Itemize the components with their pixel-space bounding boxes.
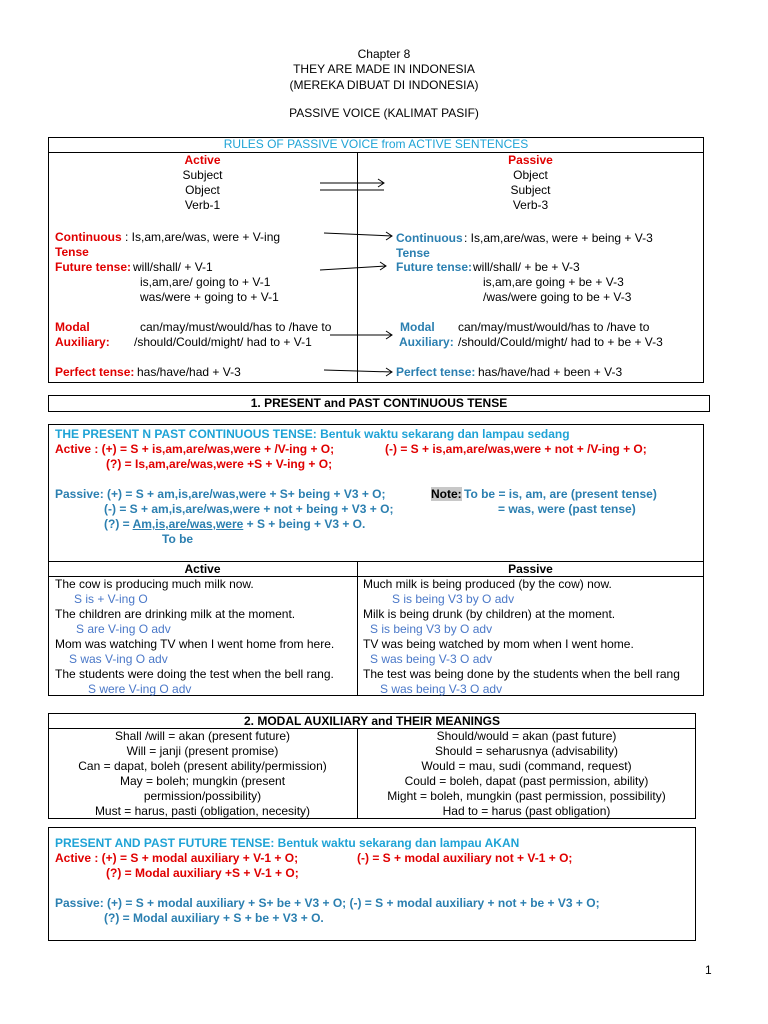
active-continuous-label: Continuous <box>55 230 122 244</box>
modal-meaning: Will = janji (present promise) <box>126 744 279 758</box>
active-perfect-rule: has/have/had + V-3 <box>137 365 241 379</box>
active-modal-label: Modal <box>55 320 90 334</box>
note-line-2: = was, were (past tense) <box>498 502 636 516</box>
table-row: Mom was watching TV when I went home from here. <box>55 637 335 651</box>
passive-modal-rule: /should/Could/might/ had to + be + V-3 <box>458 335 663 349</box>
active-auxiliary-label: Auxiliary: <box>55 335 110 349</box>
section1-passive-pos: Passive: (+) = S + am,is,are/was,were + S+ being + V3 + O; <box>55 487 386 501</box>
table-row-tags: S was being V-3 O adv <box>370 652 493 666</box>
modal-meaning: permission/possibility) <box>143 789 262 803</box>
section1-heading: 1. PRESENT and PAST CONTINUOUS TENSE <box>250 396 508 410</box>
table-row-tags: S was being V-3 O adv <box>380 682 503 696</box>
active-item: Object <box>185 183 220 197</box>
passive-item: Verb-3 <box>512 198 549 212</box>
chapter-subtitle: (MEREKA DIBUAT DI INDONESIA) <box>289 78 479 92</box>
passive-auxiliary-label: Auxiliary: <box>399 335 454 349</box>
table-row: The children are drinking milk at the moment. <box>55 607 296 621</box>
passive-modal-label: Modal <box>400 320 435 334</box>
section1-active-pos: Active : (+) = S + is,am,are/was,were + /V-ing + O; <box>55 442 335 456</box>
arrow-icon <box>320 266 386 270</box>
table-row: Much milk is being produced (by the cow) now. <box>363 577 612 591</box>
arrow-icon <box>324 370 392 372</box>
section2-heading: 2. MODAL AUXILIARY and THEIR MEANINGS <box>243 714 501 728</box>
chapter-label: Chapter 8 <box>357 47 411 61</box>
section1-passive-q <box>104 517 365 532</box>
section2-desc-title: PRESENT AND PAST FUTURE TENSE: Bentuk waktu sekarang dan lampau AKAN <box>55 836 520 850</box>
topic-title: PASSIVE VOICE (KALIMAT PASIF) <box>289 106 479 120</box>
active-future-label: Future tense: <box>55 260 132 274</box>
table-passive-header: Passive <box>508 562 553 576</box>
modal-meaning: Should/would = akan (past future) <box>436 729 617 743</box>
table-row: TV was being watched by mom when I went home. <box>363 637 634 651</box>
modal-meaning: Might = boleh, mungkin (past permission, possibility) <box>387 789 666 803</box>
section2-active-pos: Active : (+) = S + modal auxiliary + V-1 + O; <box>55 851 299 865</box>
arrow-icon <box>324 233 392 236</box>
active-item: Subject <box>182 168 223 182</box>
divider <box>357 561 358 696</box>
passive-perfect-rule: has/have/had + been + V-3 <box>478 365 623 379</box>
modal-meaning: Can = dapat, boleh (present ability/permission) <box>78 759 327 773</box>
page-number: 1 <box>705 963 712 977</box>
table-row: The test was being done by the students when the bell rang <box>363 667 680 681</box>
passive-q-prefix: (?) = <box>104 517 133 531</box>
table-row-tags: S is being V3 by O adv <box>392 592 515 606</box>
section2-passive-q: (?) = Modal auxiliary + S + be + V3 + O. <box>104 911 324 925</box>
active-future-rule: was/were + going to + V-1 <box>140 290 279 304</box>
note-line-1: To be = is, am, are (present tense) <box>464 487 657 501</box>
section1-active-neg: (-) = S + is,am,are/was,were + not + /V-ing + O; <box>385 442 647 456</box>
passive-future-rule: is,am,are going + be + V-3 <box>483 275 624 289</box>
passive-future-rule: will/shall/ + be + V-3 <box>473 260 580 274</box>
section1-desc-title: THE PRESENT N PAST CONTINUOUS TENSE: Bentuk waktu sekarang dan lampau sedang <box>55 427 570 441</box>
active-perfect-label: Perfect tense: <box>55 365 135 379</box>
passive-future-rule: /was/were going to be + V-3 <box>483 290 632 304</box>
active-future-rule: will/shall/ + V-1 <box>133 260 213 274</box>
section1-passive-neg: (-) = S + am,is,are/was,were + not + being + V3 + O; <box>104 502 394 516</box>
modal-meaning: May = boleh; mungkin (present <box>119 774 286 788</box>
table-row-tags: S were V-ing O adv <box>88 682 192 696</box>
table-row-tags: S was V-ing O adv <box>69 652 168 666</box>
table-row: The cow is producing much milk now. <box>55 577 254 591</box>
table-row-tags: S is + V-ing O <box>74 592 148 606</box>
passive-future-label: Future tense: <box>396 260 473 274</box>
active-tense-label: Tense <box>55 245 89 259</box>
to-be-label: To be <box>162 532 194 546</box>
table-row: Milk is being drunk (by children) at the moment. <box>363 607 616 621</box>
active-future-rule: is,am,are/ going to + V-1 <box>140 275 271 289</box>
arrows-svg <box>300 170 400 380</box>
modal-meaning: Could = boleh, dapat (past permission, ability) <box>404 774 649 788</box>
chapter-title: THEY ARE MADE IN INDONESIA <box>293 62 475 76</box>
passive-item: Subject <box>510 183 551 197</box>
active-item: Verb-1 <box>184 198 221 212</box>
passive-q-suffix: + S + being + V3 + O. <box>243 517 366 531</box>
modal-meaning: Must = harus, pasti (obligation, necesity) <box>94 804 311 818</box>
table-row-tags: S is being V3 by O adv <box>370 622 493 636</box>
passive-q-underlined: Am,is,are/was,were <box>132 517 244 531</box>
rules-title: RULES OF PASSIVE VOICE from ACTIVE SENTENCES <box>223 137 529 151</box>
modal-meaning: Had to = harus (past obligation) <box>442 804 611 818</box>
note-label-wrap <box>431 487 462 502</box>
note-label: Note: <box>431 487 462 501</box>
modal-meaning: Shall /will = akan (present future) <box>114 729 291 743</box>
modal-meaning: Would = mau, sudi (command, request) <box>421 759 632 773</box>
section1-active-q: (?) = Is,am,are/was,were +S + V-ing + O; <box>106 457 333 471</box>
table-row-tags: S are V-ing O adv <box>76 622 171 636</box>
passive-tense-label: Tense <box>396 246 430 260</box>
section2-active-neg: (-) = S + modal auxiliary not + V-1 + O; <box>357 851 573 865</box>
passive-continuous-label: Continuous <box>396 231 463 245</box>
modal-meaning: Should = seharusnya (advisability) <box>434 744 619 758</box>
section2-passive-pos: Passive: (+) = S + modal auxiliary + S+ be + V3 + O; (-) = S + modal auxiliary + not + be + V3 + O; <box>55 896 600 910</box>
active-continuous-rule: : Is,am,are/was, were + V-ing <box>125 230 281 244</box>
active-modal-rule: can/may/must/would/has to /have to <box>140 320 332 334</box>
passive-perfect-label: Perfect tense: <box>396 365 476 379</box>
passive-continuous-rule: : Is,am,are/was, were + being + V-3 <box>464 231 653 245</box>
passive-item: Object <box>513 168 548 182</box>
section2-active-q: (?) = Modal auxiliary +S + V-1 + O; <box>106 866 299 880</box>
table-active-header: Active <box>184 562 221 576</box>
rules-active-label: Active <box>184 153 221 167</box>
active-modal-rule: /should/Could/might/ had to + V-1 <box>134 335 312 349</box>
passive-modal-rule: can/may/must/would/has to /have to <box>458 320 650 334</box>
table-row: The students were doing the test when the bell rang. <box>55 667 334 681</box>
rules-passive-label: Passive <box>508 153 553 167</box>
